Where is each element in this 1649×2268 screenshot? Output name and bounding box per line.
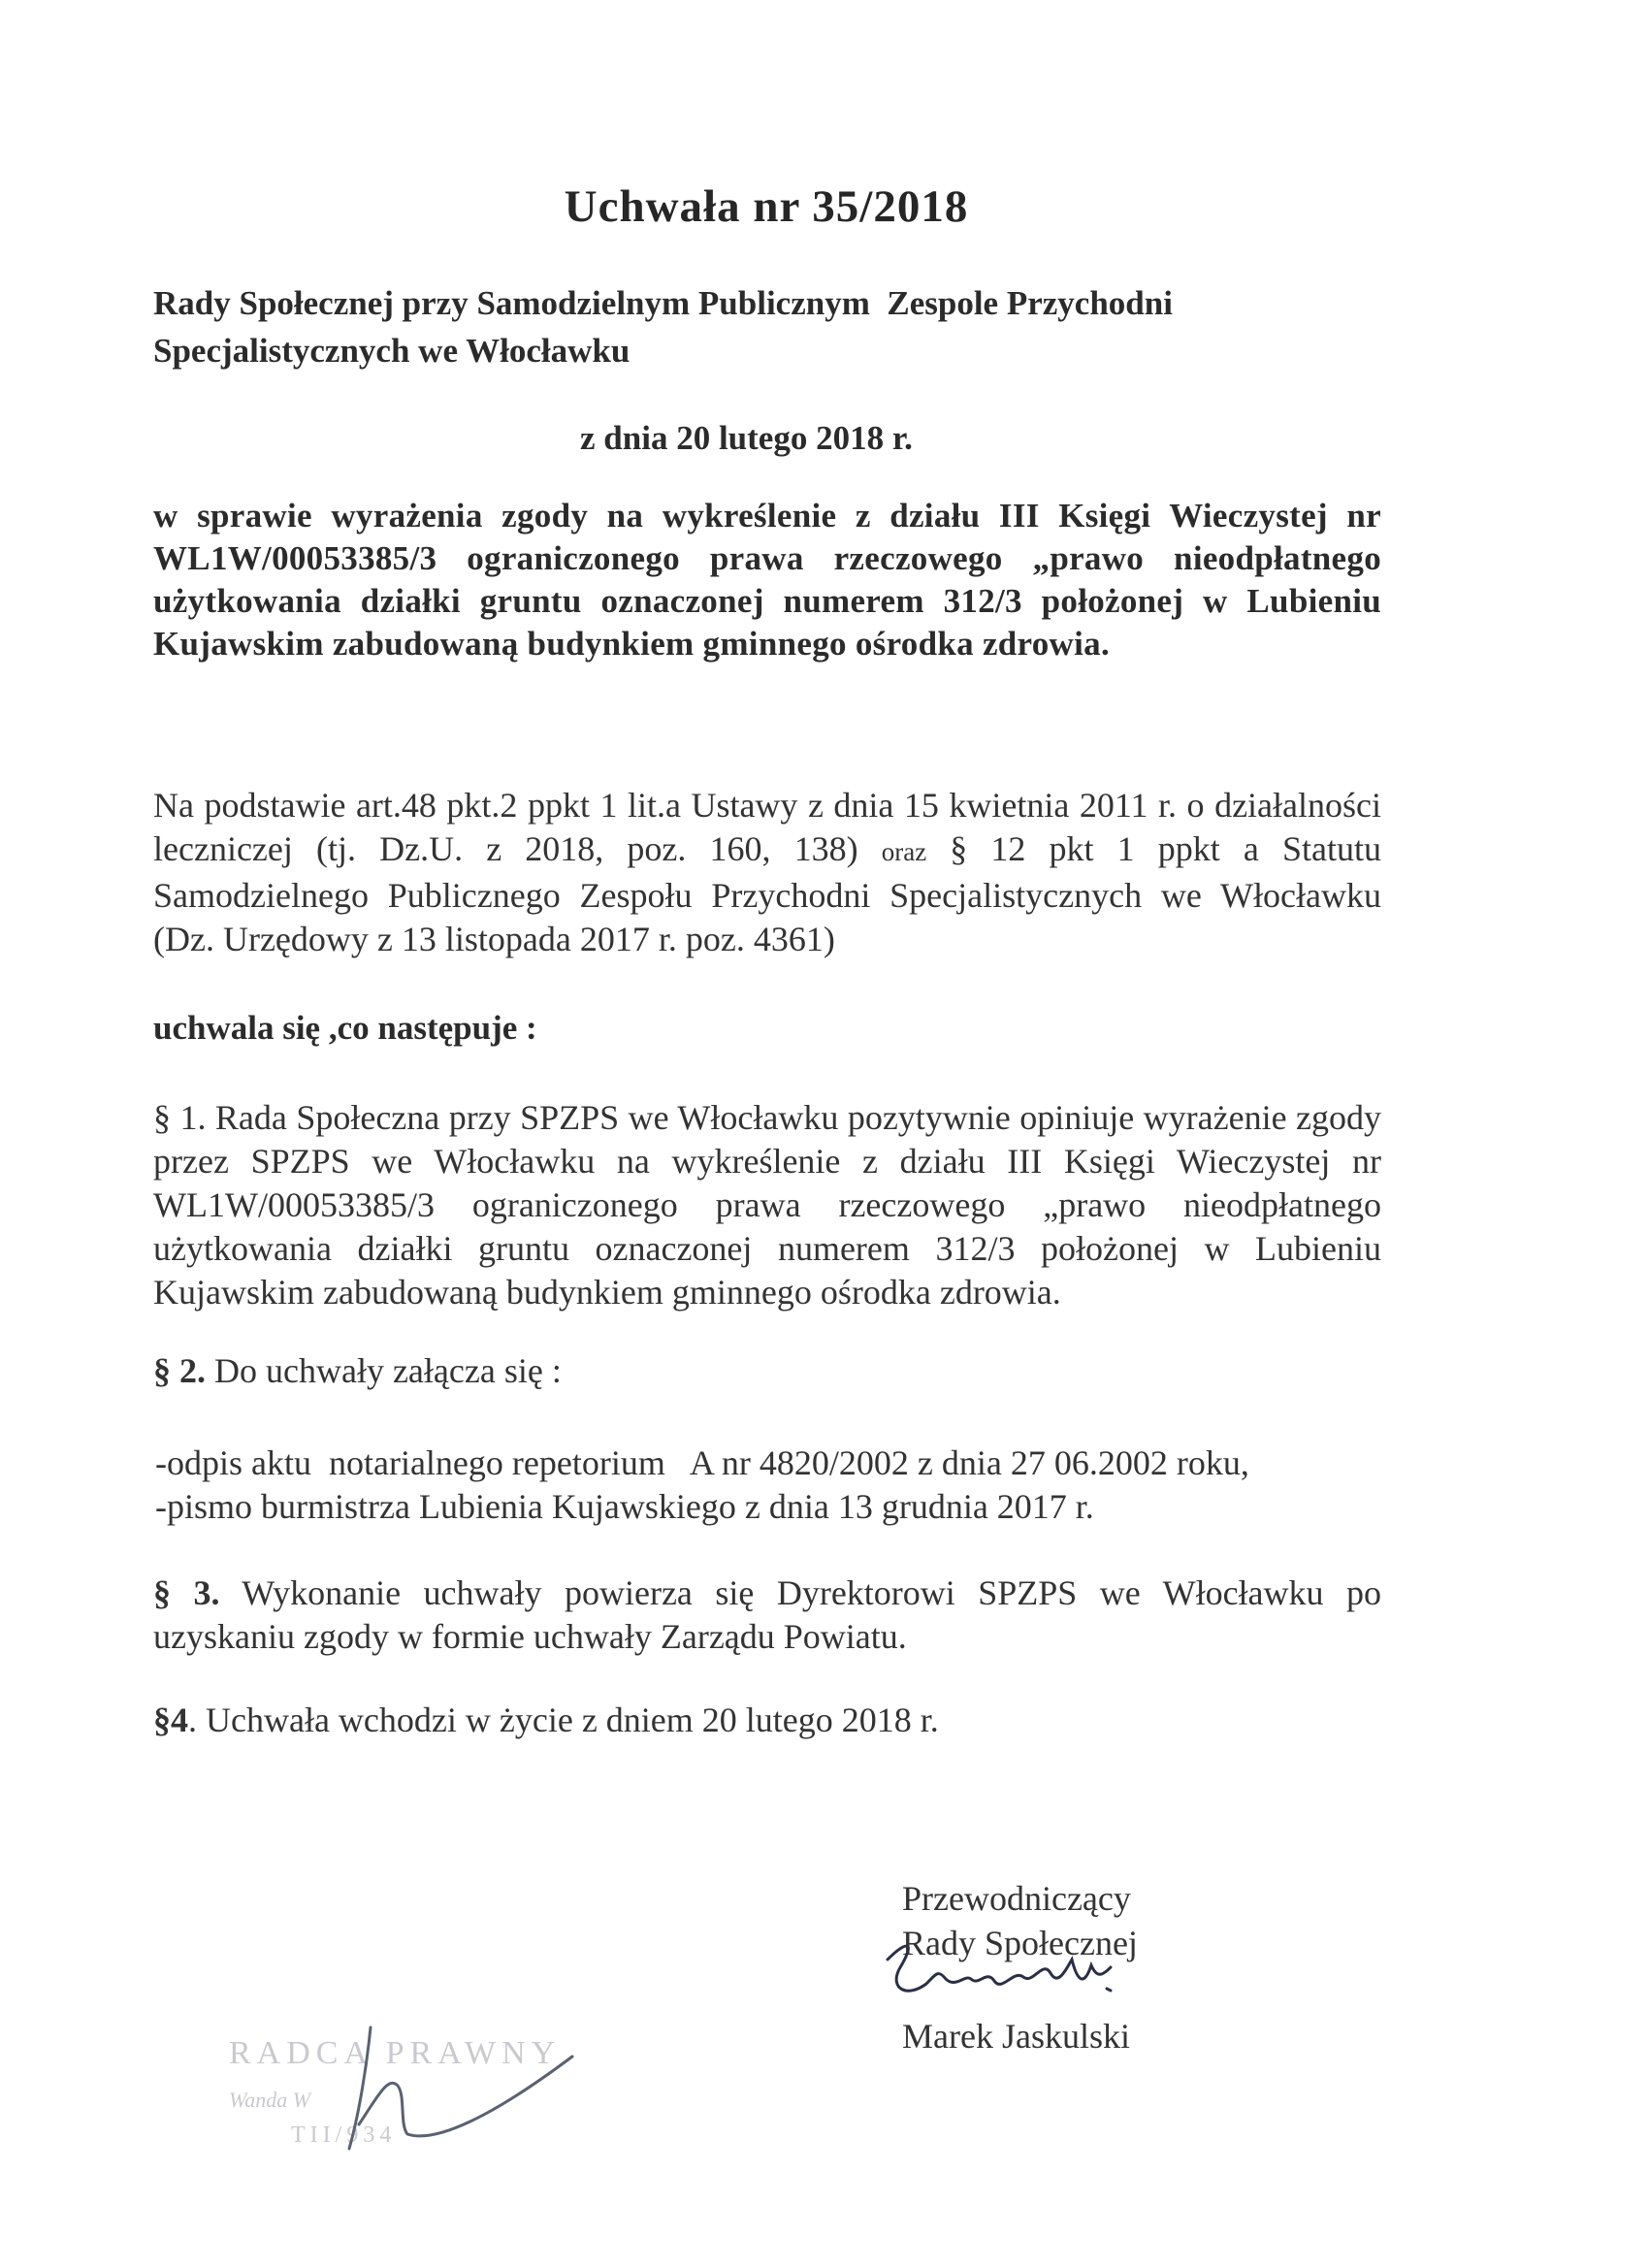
resolution-subject: w sprawie wyrażenia zgody na wykreślenie z działu III Księgi Wieczystej nr WL1W/00053385/3 ograniczonego prawa rzeczowego „prawo nieodpłatnego użytkowania działki gruntu oznaczonej numerem 312/3 położonej w Lubieniu Kujawskim zabudowaną budynkiem gminnego ośrodka zdrowia. bbox=[153, 497, 1381, 663]
paragraph-3-label: § 3. bbox=[153, 1573, 220, 1612]
paragraph-3-text: Wykonanie uchwały powierza się Dyrektorowi SPZPS we Włocławku po uzyskaniu zgody w formie uchwały Zarządu Powiatu. bbox=[153, 1573, 1382, 1656]
council-line-2: Specjalistycznych we Włocławku bbox=[153, 332, 630, 370]
attachment-item: -odpis aktu notarialnego repetorium A nr 4820/2002 z dnia 27 06.2002 roku, bbox=[155, 1443, 1249, 1482]
stamp-line-2: Wanda W bbox=[229, 2088, 311, 2112]
paragraph-4-text: . Uchwała wchodzi w życie z dniem 20 lutego 2018 r. bbox=[188, 1701, 939, 1739]
council-name bbox=[153, 279, 1356, 374]
paragraph-2 bbox=[153, 1350, 562, 1391]
paragraph-2-label: § 2. bbox=[153, 1351, 206, 1390]
decision-heading: uchwala się ,co następuje : bbox=[153, 1009, 537, 1047]
attachments-list bbox=[155, 1442, 1249, 1529]
signatory-role: Przewodniczący bbox=[902, 1879, 1131, 1918]
legal-basis-part-1: Na podstawie art.48 pkt.2 ppkt 1 lit.a Ustawy z dnia 15 kwietnia 2011 r. o działalności leczniczej (tj. Dz.U. z 2018, poz. 160, 138) bbox=[153, 786, 1381, 868]
resolution-date: z dnia 20 lutego 2018 r. bbox=[580, 419, 913, 457]
stamp-line-1: RADCA PRAWNY bbox=[229, 2035, 562, 2071]
paragraph-4-label: §4 bbox=[153, 1701, 188, 1739]
paragraph-4 bbox=[153, 1700, 939, 1740]
paragraph-2-text: Do uchwały załącza się : bbox=[206, 1351, 562, 1390]
legal-basis-connector: oraz bbox=[881, 837, 927, 866]
signatory-name: Marek Jaskulski bbox=[902, 2017, 1130, 2056]
resolution-title: Uchwała nr 35/2018 bbox=[564, 181, 969, 232]
signatory-council: Rady Społecznej bbox=[902, 1924, 1138, 1962]
council-line-1: Rady Społecznej przy Samodzielnym Publicznym Zespole Przychodni bbox=[153, 284, 1173, 322]
handwritten-signature bbox=[878, 1930, 1169, 2018]
paragraph-3 bbox=[153, 1571, 1381, 1659]
stamp-line-3: TII/934 bbox=[291, 2122, 397, 2148]
stamp-signature bbox=[320, 2018, 582, 2154]
legal-basis bbox=[153, 784, 1381, 961]
attachment-item: -pismo burmistrza Lubienia Kujawskiego z dnia 13 grudnia 2017 r. bbox=[155, 1487, 1094, 1526]
paragraph-1: § 1. Rada Społeczna przy SPZPS we Włocławku pozytywnie opiniuje wyrażenie zgody przez SPZPS we Włocławku na wykreślenie z działu III Księgi Wieczystej nr WL1W/00053385/3 ograniczonego prawa rzeczowego „prawo nieodpłatnego użytkowania działki gruntu oznaczonej numerem 312/3 położonej w Lubieniu Kujawskim zabudowaną budynkiem gminnego ośrodka zdrowia. bbox=[153, 1098, 1381, 1312]
legal-basis-part-2: § 12 pkt 1 ppkt a Statutu Samodzielnego Publicznego Zespołu Przychodni Specjalistycznych we Włocławku (Dz. Urzędowy z 13 listopada 2017 r. poz. 4361) bbox=[153, 829, 1381, 958]
